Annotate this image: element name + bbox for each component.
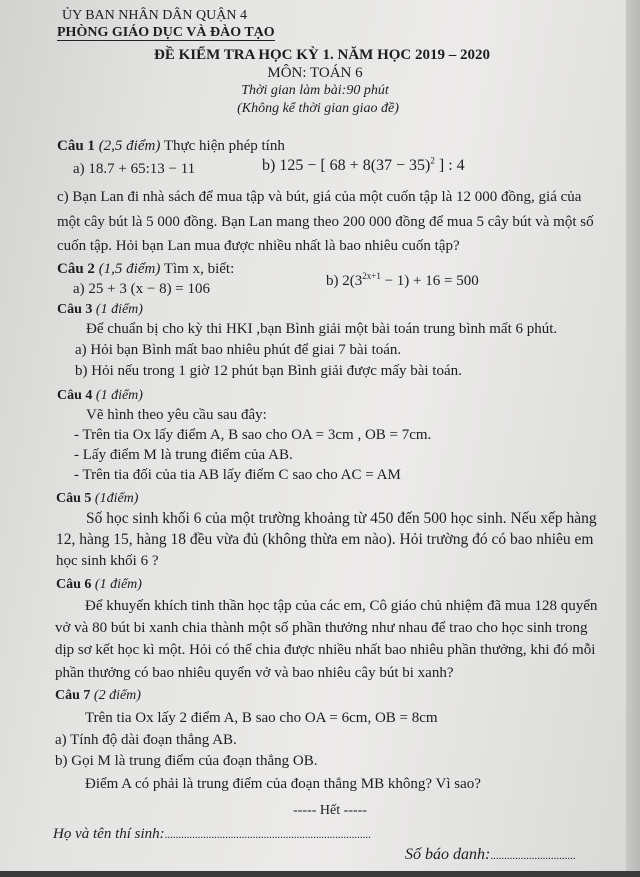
q6-line: vở và 80 bút bi xanh chia thành một số phần thưởng như nhau để trao cho học sinh trong	[55, 620, 588, 636]
q3-a: a) Hỏi bạn Bình mất bao nhiêu phút để giai 7 bài toán.	[75, 342, 402, 358]
q7-b-question: Điểm A có phải là trung điểm của đoạn thẳng MB không? Vì sao?	[85, 776, 481, 792]
q1-c-line: cuốn tập. Hỏi bạn Lan mua được nhiều nhất là bao nhiêu cuốn tập?	[57, 238, 460, 254]
q6-line: dịp sơ kết học kì một. Hỏi có thể chia được nhiều nhất bao nhiêu phần thưởng, khi đó mỗi	[55, 642, 596, 658]
q3-b: b) Hỏi nếu trong 1 giờ 12 phút bạn Bình giải được mấy bài toán.	[75, 363, 462, 379]
q1-b: b) 125 − [ $68 + 8(37 - 35)^2$ ] : 4	[262, 155, 465, 174]
q7-b: b) Gọi M là trung điểm của đoạn thẳng OB.	[55, 753, 318, 769]
q4-item: - Trên tia đối của tia AB lấy điểm C sao cho AC = AM	[74, 467, 401, 483]
q2-heading: Câu 2 (1,5 điểm) Tìm x, biết:	[57, 261, 235, 277]
q3-intro: Để chuẩn bị cho kỳ thi HKI ,bạn Bình giải một bài toán trung bình mất 6 phút.	[86, 321, 558, 337]
q1-a: a) 18.7 + 65:13 − 11	[73, 161, 196, 177]
q2-a: a) 25 + 3 (x − 8) = 106	[73, 281, 211, 297]
exam-time: Thời gian làm bài:90 phút	[241, 83, 389, 98]
q4-item: - Lấy điểm M là trung điểm của AB.	[74, 447, 293, 463]
q6-line: Để khuyến khích tinh thần học tập của các em, Cô giáo chủ nhiệm đã mua 128 quyển	[85, 598, 598, 614]
q6-heading: Câu 6 (1 điểm)	[56, 577, 142, 592]
candidate-id-field: Số báo danh:...............................	[405, 846, 576, 863]
dept-name	[57, 24, 275, 42]
org-name: ỦY BAN NHÂN DÂN QUẬN 4	[62, 8, 247, 23]
dept-text: PHÒNG GIÁO DỤC VÀ ĐÀO TẠO	[57, 25, 275, 40]
q7-heading: Câu 7 (2 điểm)	[55, 688, 141, 703]
q6-line: phần thưởng có bao nhiêu quyển vở và bao nhiêu cây bút bi xanh?	[55, 665, 454, 681]
table-edge	[0, 871, 640, 877]
q2-b: b) $2(3^{2x+1} - 1) + 16 = 500$	[326, 271, 479, 289]
candidate-name-field: Họ và tên thí sinh:...........................................................................	[53, 826, 371, 842]
end-marker: ----- Hết -----	[293, 803, 367, 818]
q1-heading: Câu 1 (2,5 điểm) Thực hiện phép tính	[57, 138, 285, 154]
exam-title: ĐỀ KIỂM TRA HỌC KỲ 1. NĂM HỌC 2019 – 2020	[154, 47, 490, 63]
q1-c-line: c) Bạn Lan đi nhà sách để mua tập và bút, giá của một cuốn tập là 12 000 đồng, giá của	[57, 189, 582, 205]
q4-intro: Vẽ hình theo yêu cầu sau đây:	[86, 407, 267, 423]
q7-intro: Trên tia Ox lấy 2 điểm A, B sao cho OA = 6cm, OB = 8cm	[85, 710, 438, 726]
q5-line: Số học sinh khối 6 của một trường khoảng từ 450 đến 500 học sinh. Nếu xếp hàng	[86, 510, 597, 527]
q5-line: 12, hàng 15, hàng 18 đều vừa đủ (không thừa em nào). Hỏi trường đó có bao nhiêu em	[56, 531, 594, 548]
q7-a: a) Tính độ dài đoạn thẳng AB.	[55, 732, 237, 748]
q5-line: học sinh khối 6 ?	[56, 553, 159, 569]
exam-note: (Không kể thời gian giao đề)	[237, 101, 399, 116]
subject: MÔN: TOÁN 6	[267, 65, 363, 81]
q3-heading: Câu 3 (1 điểm)	[57, 302, 143, 317]
q5-heading: Câu 5 (1điểm)	[56, 491, 139, 506]
q4-heading: Câu 4 (1 điểm)	[57, 388, 143, 403]
paper-edge	[626, 0, 640, 877]
q1-c-line: một cây bút là 5 000 đồng. Bạn Lan mang theo 200 000 đồng để mua 5 cây bút và một số	[57, 214, 594, 230]
q4-item: - Trên tia Ox lấy điểm A, B sao cho OA = 3cm , OB = 7cm.	[74, 427, 432, 443]
